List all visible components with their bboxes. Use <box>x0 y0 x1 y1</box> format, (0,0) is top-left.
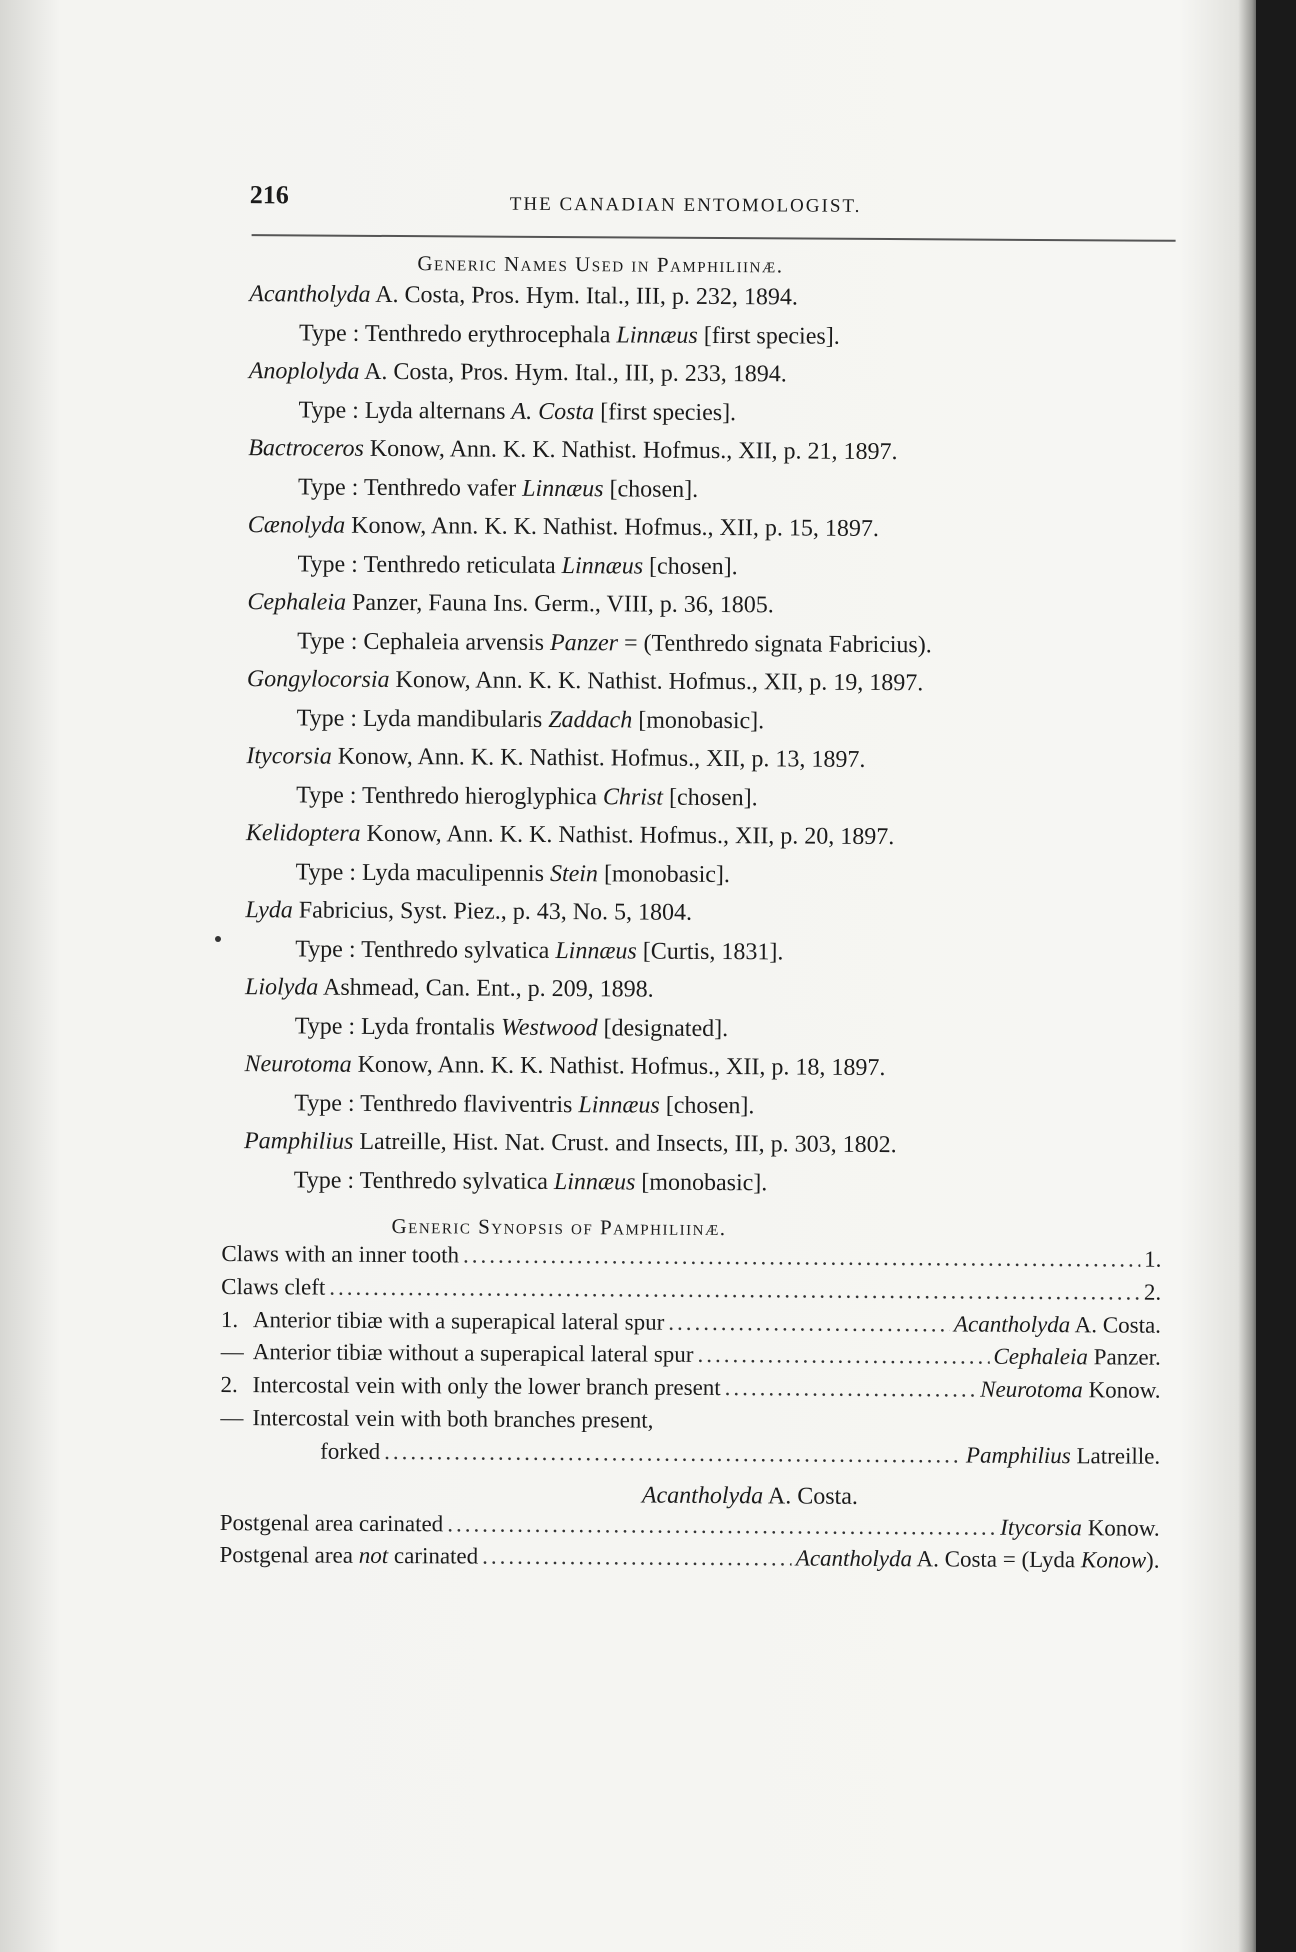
type-author: A. Costa <box>511 398 595 425</box>
key-text-a: Postgenal area <box>219 1542 354 1569</box>
genus-entry <box>222 1122 1162 1205</box>
type-line <box>225 698 1165 742</box>
genus-citation: Konow, Ann. K. K. Nathist. Hofmus., XII, p. 21, 1897. <box>369 435 898 466</box>
genus-citation: Ashmead, Can. Ent., p. 209, 1898. <box>322 974 654 1003</box>
type-author: Panzer <box>549 629 619 656</box>
result-author: A. Costa. <box>1074 1311 1162 1338</box>
genus-citation: Konow, Ann. K. K. Nathist. Hofmus., XII, p. 19, 1897. <box>395 667 924 697</box>
page-content <box>219 170 1168 1578</box>
result-author: Latreille. <box>1076 1442 1161 1469</box>
type-prefix: Type : <box>298 396 359 424</box>
type-note: [designated]. <box>603 1014 729 1042</box>
type-species: Tenthredo hieroglyphica <box>361 782 598 810</box>
key-couplet-continuation <box>220 1435 1160 1474</box>
key-text-b: carinated <box>393 1543 479 1569</box>
result-author: A. Costa <box>916 1546 998 1573</box>
result-note-author: Konow <box>1080 1547 1147 1574</box>
type-note: [chosen]. <box>668 784 758 811</box>
genus-line <box>227 352 1167 396</box>
result-genus: Acantholyda <box>953 1311 1071 1337</box>
result-genus: Acantholyda <box>795 1545 913 1572</box>
genus-line <box>225 583 1165 627</box>
genus-entry <box>225 583 1165 666</box>
type-note: [chosen]. <box>665 1092 755 1119</box>
type-note: [monobasic]. <box>638 707 765 734</box>
genus-line <box>225 660 1165 704</box>
type-prefix: Type : <box>293 1166 355 1194</box>
key-result <box>1000 1511 1160 1545</box>
genus-name: Neurotoma <box>244 1051 352 1078</box>
scan-speck <box>215 936 221 942</box>
couplet-text: forked <box>320 1438 381 1464</box>
type-author: Linnæus <box>553 1168 636 1196</box>
genus-line <box>223 891 1163 935</box>
couplet-text: Anterior tibiæ with a superapical lateral spur <box>252 1306 665 1335</box>
genus-entry <box>224 737 1164 820</box>
acantholyda-key <box>219 1507 1159 1578</box>
acantholyda-key-row <box>219 1539 1159 1578</box>
couplet-result <box>993 1341 1161 1375</box>
synopsis-key <box>220 1238 1161 1473</box>
genus-citation: Latreille, Hist. Nat. Crust. and Insects, III, p. 303, 1802. <box>359 1128 897 1159</box>
type-note: [chosen]. <box>609 475 699 503</box>
genus-entry <box>225 506 1165 589</box>
type-prefix: Type : <box>298 319 360 347</box>
couplet-number: 1. <box>220 1306 239 1332</box>
type-note: [first species]. <box>600 398 737 426</box>
genus-line <box>222 1122 1162 1166</box>
genus-name: Pamphilius <box>243 1128 354 1155</box>
genus-entry <box>225 660 1165 743</box>
type-author: Stein <box>549 860 599 887</box>
type-line <box>226 390 1166 434</box>
result-author: Konow. <box>1087 1514 1160 1541</box>
binding-shadow <box>1256 0 1296 1952</box>
type-species: Lyda mandibularis <box>362 705 543 733</box>
page-number: 216 <box>249 180 289 210</box>
couplet-number: — <box>220 1404 244 1431</box>
type-prefix: Type : <box>295 858 357 886</box>
type-note: [monobasic]. <box>603 860 731 888</box>
type-author: Linnæus <box>555 937 637 965</box>
type-prefix: Type : <box>294 1012 356 1040</box>
genus-line <box>224 814 1164 858</box>
subsection-genus: Acantholyda <box>641 1482 764 1509</box>
type-prefix: Type : <box>297 627 358 655</box>
genus-entry <box>226 429 1166 512</box>
generic-names-list <box>222 275 1168 1205</box>
result-note: = (Lyda <box>1002 1547 1076 1573</box>
genus-citation: A. Costa, Pros. Hym. Ital., III, p. 232, 1894. <box>375 281 798 311</box>
type-line <box>226 467 1166 511</box>
type-line <box>225 544 1165 588</box>
type-species: Lyda maculipennis <box>361 859 545 887</box>
genus-entry <box>223 891 1163 974</box>
type-prefix: Type : <box>294 1089 355 1117</box>
couplet-text: Intercostal vein with both branches present, <box>252 1405 654 1433</box>
type-line <box>223 1006 1163 1050</box>
type-species: Lyda frontalis <box>361 1013 496 1041</box>
genus-citation: Fabricius, Syst. Piez., p. 43, No. 5, 1804. <box>298 897 693 926</box>
couplet-number: — <box>220 1339 244 1365</box>
genus-citation: Konow, Ann. K. K. Nathist. Hofmus., XII, p. 15, 1897. <box>351 512 880 542</box>
genus-name: Cænolyda <box>247 512 346 539</box>
type-author: Zaddach <box>548 706 633 733</box>
key-text <box>219 1539 478 1573</box>
key-result: 1. <box>1144 1246 1162 1272</box>
result-author: Panzer. <box>1093 1344 1161 1371</box>
type-author: Christ <box>602 783 664 811</box>
couplet-result <box>966 1439 1160 1473</box>
type-prefix: Type : <box>296 781 357 809</box>
genus-line <box>223 968 1163 1012</box>
type-note: [Curtis, 1831]. <box>642 938 784 965</box>
couplet-result <box>954 1308 1161 1342</box>
couplet-result <box>980 1374 1161 1408</box>
result-genus: Cephaleia <box>993 1344 1089 1370</box>
genus-line <box>222 1045 1162 1089</box>
type-prefix: Type : <box>295 935 356 963</box>
result-note-end: ). <box>1146 1548 1160 1574</box>
dot-leader <box>463 1239 1140 1276</box>
key-text: Claws cleft <box>221 1273 326 1300</box>
type-line <box>224 775 1164 819</box>
type-species: Tenthredo sylvatica <box>361 936 550 964</box>
genus-citation: Konow, Ann. K. K. Nathist. Hofmus., XII, p. 18, 1897. <box>357 1051 886 1082</box>
type-note: [monobasic]. <box>641 1169 768 1196</box>
result-author: Konow. <box>1088 1377 1161 1403</box>
key-result <box>796 1543 1160 1578</box>
running-head: THE CANADIAN ENTOMOLOGIST. <box>509 193 862 217</box>
genus-entry <box>222 1045 1162 1128</box>
couplet-text: Intercostal vein with only the lower branch present <box>252 1372 721 1401</box>
genus-name: Liolyda <box>244 974 319 1001</box>
dot-leader <box>668 1306 950 1341</box>
dot-leader <box>697 1339 989 1374</box>
type-note: = (Tenthredo signata Fabricius). <box>623 629 932 658</box>
section-title-generic-synopsis: Generic Synopsis of Pamphiliinæ. <box>391 1214 727 1241</box>
genus-name: Kelidoptera <box>245 820 361 847</box>
section-title-generic-names: Generic Names Used in Pamphiliinæ. <box>417 251 784 278</box>
genus-name: Anoplolyda <box>248 358 360 385</box>
key-text: Claws with an inner tooth <box>221 1240 460 1268</box>
type-line <box>224 852 1164 896</box>
genus-name: Bactroceros <box>248 435 364 462</box>
type-author: Linnæus <box>578 1091 660 1119</box>
type-prefix: Type : <box>296 704 358 732</box>
type-line <box>227 313 1167 357</box>
dot-leader <box>725 1372 977 1406</box>
key-text: Postgenal area carinated <box>219 1509 444 1536</box>
result-genus: Neurotoma <box>980 1376 1083 1403</box>
type-author: Linnæus <box>616 321 698 349</box>
genus-citation: Konow, Ann. K. K. Nathist. Hofmus., XII, p. 20, 1897. <box>366 820 895 851</box>
genus-name: Lyda <box>245 897 293 924</box>
result-genus: Pamphilius <box>965 1442 1071 1468</box>
genus-entry <box>223 968 1163 1051</box>
genus-line <box>224 737 1164 781</box>
type-author: Linnæus <box>522 475 604 502</box>
type-prefix: Type : <box>297 550 358 578</box>
type-species: Lyda alternans <box>364 397 506 425</box>
genus-citation: Panzer, Fauna Ins. Germ., VIII, p. 36, 1805. <box>351 589 774 619</box>
type-species: Tenthredo sylvatica <box>359 1167 549 1195</box>
dot-leader <box>482 1541 792 1576</box>
type-line <box>225 621 1165 665</box>
type-species: Tenthredo reticulata <box>363 551 556 579</box>
type-note: [first species]. <box>703 322 840 350</box>
genus-name: Gongylocorsia <box>246 666 390 693</box>
genus-line <box>226 506 1166 550</box>
genus-line <box>227 275 1167 319</box>
type-line <box>223 929 1163 973</box>
key-text-emphasis: not <box>358 1543 389 1569</box>
genus-entry <box>224 814 1164 897</box>
genus-name: Itycorsia <box>246 743 332 770</box>
subsection-author: A. Costa. <box>767 1482 858 1510</box>
genus-entry <box>227 275 1167 358</box>
genus-entry <box>226 352 1166 435</box>
type-note: [chosen]. <box>649 553 738 580</box>
type-species: Tenthredo erythrocephala <box>364 320 611 348</box>
header-rule <box>252 234 1176 242</box>
genus-citation: A. Costa, Pros. Hym. Ital., III, p. 233, 1894. <box>364 358 787 388</box>
genus-name: Cephaleia <box>247 589 347 616</box>
type-species: Cephaleia arvensis <box>363 628 545 656</box>
type-line <box>222 1160 1162 1204</box>
key-result: 2. <box>1143 1279 1162 1305</box>
couplet-text: Anterior tibiæ without a superapical lateral spur <box>252 1339 694 1368</box>
dot-leader <box>447 1508 996 1544</box>
type-line <box>222 1083 1162 1127</box>
type-author: Westwood <box>500 1014 598 1041</box>
type-prefix: Type : <box>297 473 359 501</box>
type-species: Tenthredo vafer <box>363 474 517 502</box>
type-author: Linnæus <box>561 552 644 580</box>
dot-leader <box>329 1271 1140 1309</box>
page-header <box>228 170 1168 232</box>
couplet-number: 2. <box>220 1372 238 1398</box>
genus-citation: Konow, Ann. K. K. Nathist. Hofmus., XII, p. 13, 1897. <box>337 743 866 773</box>
genus-name: Acantholyda <box>249 281 371 308</box>
dot-leader <box>384 1436 962 1472</box>
genus-line <box>226 429 1166 473</box>
result-genus: Itycorsia <box>1000 1514 1083 1540</box>
type-species: Tenthredo flaviventris <box>360 1090 573 1118</box>
